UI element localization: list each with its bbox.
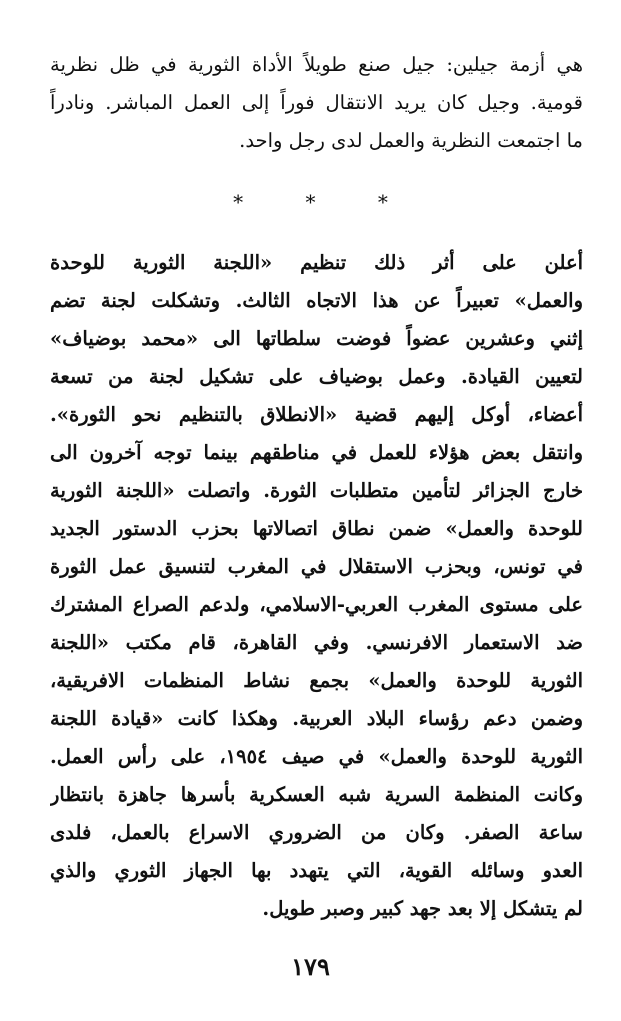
text-line: والعمل» تعبيراً عن هذا الاتجاه الثالث. وتشكلت لجنة تضم bbox=[50, 289, 583, 312]
text-line: العدو وسائله القوية، التي يتهدد بها الجهاز الثوري والذي bbox=[50, 859, 583, 882]
text-line: لم يتشكل إلا بعد جهد كبير وصبر طويل. bbox=[262, 897, 583, 920]
text-line: وكانت المنظمة السرية شبه العسكرية بأسرها جاهزة بانتظار bbox=[50, 783, 583, 806]
section-separator: * * * bbox=[233, 190, 416, 214]
text-line: ضد الاستعمار الافرنسي. وفي القاهرة، قام مكتب «اللجنة bbox=[50, 631, 583, 654]
text-line: إثني وعشرين عضواً فوضت سلطاتها الى «محمد بوضياف» bbox=[50, 327, 583, 350]
text-line: الثورية للوحدة والعمل» في صيف ١٩٥٤، على رأس العمل. bbox=[50, 745, 583, 768]
text-line: للوحدة والعمل» ضمن نطاق اتصالاتها بحزب الدستور الجديد bbox=[50, 517, 583, 540]
page-number: ١٧٩ bbox=[291, 952, 330, 981]
text-line: وضمن دعم رؤساء البلاد العربية. وهكذا كانت «قيادة اللجنة bbox=[50, 707, 583, 730]
text-line: على مستوى المغرب العربي-الاسلامي، ولدعم الصراع المشترك bbox=[50, 593, 583, 616]
paragraph-main bbox=[50, 244, 583, 928]
text-line: في تونس، وبحزب الاستقلال في المغرب لتنسيق عمل الثورة bbox=[50, 555, 583, 578]
text-line: أعضاء، أوكل إليهم قضية «الانطلاق بالتنظيم نحو الثورة». bbox=[50, 403, 583, 426]
text-line: ما اجتمعت النظرية والعمل لدى رجل واحد. bbox=[239, 129, 583, 152]
paragraph-intro bbox=[50, 46, 583, 160]
text-line: وانتقل بعض هؤلاء للعمل في مناطقهم بينما توجه آخرون الى bbox=[50, 441, 583, 464]
text-line: أعلن على أثر ذلك تنظيم «اللجنة الثورية للوحدة bbox=[50, 251, 583, 274]
text-line: لتعيين القيادة. وعمل بوضياف على تشكيل لجنة من تسعة bbox=[50, 365, 583, 388]
text-line: خارج الجزائر لتأمين متطلبات الثورة. واتصلت «اللجنة الثورية bbox=[50, 479, 583, 502]
text-line: قومية. وجيل كان يريد الانتقال فوراً إلى العمل المباشر. ونادراً bbox=[50, 91, 583, 114]
text-line: ساعة الصفر. وكان من الضروري الاسراع بالعمل، فلدى bbox=[50, 821, 583, 844]
text-line: الثورية للوحدة والعمل» بجمع نشاط المنظمات الافريقية، bbox=[50, 669, 583, 692]
text-line: هي أزمة جيلين: جيل صنع طويلاً الأداة الثورية في ظل نظرية bbox=[50, 53, 583, 76]
